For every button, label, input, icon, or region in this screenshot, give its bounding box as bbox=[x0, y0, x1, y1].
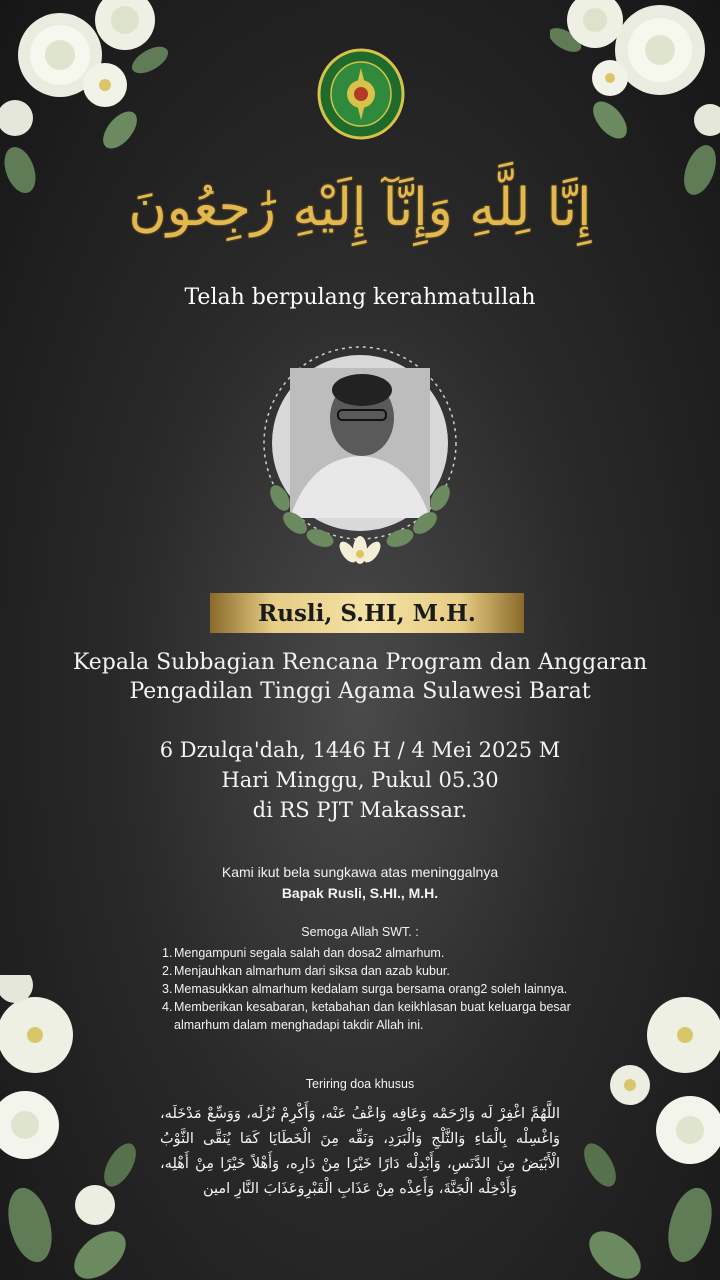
intro-text: Telah berpulang kerahmatullah bbox=[184, 285, 536, 310]
prayer-list bbox=[162, 944, 602, 1034]
date-line-1: 6 Dzulqa'dah, 1446 H / 4 Mei 2025 M bbox=[159, 738, 561, 762]
portrait-frame bbox=[250, 338, 470, 568]
date-line-3: di RS PJT Makassar. bbox=[252, 798, 468, 822]
condolence-line-1: Kami ikut bela sungkawa atas meninggalnya bbox=[221, 864, 499, 880]
prayer-item-text: Menjauhkan almarhum dari siksa dan azab kubur. bbox=[174, 964, 450, 978]
position-line-1: Kepala Subbagian Rencana Program dan Anggaran bbox=[72, 650, 648, 675]
deceased-name: Rusli, S.HI, M.H. bbox=[258, 599, 476, 627]
doa-heading: Teriring doa khusus bbox=[305, 1077, 415, 1091]
position-block bbox=[0, 648, 720, 706]
prayer-item-text: Mengampuni segala salah dan dosa2 almarhum. bbox=[174, 946, 445, 960]
flower-top-left-icon bbox=[0, 0, 170, 200]
flower-top-right-icon bbox=[550, 0, 720, 200]
court-emblem bbox=[315, 48, 407, 140]
prayer-item bbox=[162, 998, 602, 1034]
prayer-item-number: 3. bbox=[162, 982, 173, 996]
prayer-item-text: Memasukkan almarhum kedalam surga bersama orang2 soleh lainnya. bbox=[174, 982, 568, 996]
date-line-2: Hari Minggu, Pukul 05.30 bbox=[221, 768, 499, 792]
prayer-item-text: Memberikan kesabaran, ketabahan dan keikhlasan buat keluarga besar almarhum dalam menghadapi takdir Allah ini. bbox=[174, 1000, 571, 1032]
date-block bbox=[0, 735, 720, 825]
position-line-2: Pengadilan Tinggi Agama Sulawesi Barat bbox=[129, 679, 591, 704]
prayer-item bbox=[162, 962, 602, 980]
flower-bottom-left-icon bbox=[0, 975, 160, 1280]
prayer-item-number: 4. bbox=[162, 1000, 173, 1014]
wreath-icon bbox=[250, 338, 470, 568]
prayer-heading: Semoga Allah SWT. : bbox=[301, 925, 419, 939]
inna-lillahi-title: إِنَّا لِلَّهِ وَإِنَّآ إِلَيْهِ رَٰجِعُونَ bbox=[128, 178, 592, 238]
prayer-item bbox=[162, 944, 602, 962]
prayer-item-number: 1. bbox=[162, 946, 173, 960]
condolence-name: Bapak Rusli, S.HI., M.H. bbox=[281, 885, 439, 901]
court-emblem-icon bbox=[315, 48, 407, 140]
doa-arabic-text: اللَّهُمَّ اغْفِرْ لَه وَارْحَمْه وَعَافِه وَاعْفُ عَنْه، وَأَكْرِمْ نُزُلَه، وَوَسِّعْ مَدْخَلَه، وَاغْسِلْه بِالْمَاءِ وَالثَّلْجِ وَالْبَرَدِ، وَنَقِّه مِنَ الْخَطَايَا كَمَا يُنَقَّى الثَّوْبُ الْأَبْيَضُ مِنَ الدَّنَسِ، وَأَبْدِلْه دَارًا خَيْرًا مِنْ دَارِه، وَأَهْلاً خَيْرًا مِنْ أَهْلِه، وَأَدْخِلْه الْجَنَّةَ، وَأَعِذْه مِنْ عَذَابِ الْقَبْرِوَعَذَابَ النَّارِ امين bbox=[160, 1106, 560, 1197]
condolence-block bbox=[0, 862, 720, 904]
condolence-line-2 bbox=[0, 883, 720, 904]
prayer-item-number: 2. bbox=[162, 964, 173, 978]
prayer-item bbox=[162, 980, 602, 998]
name-banner bbox=[210, 593, 524, 633]
